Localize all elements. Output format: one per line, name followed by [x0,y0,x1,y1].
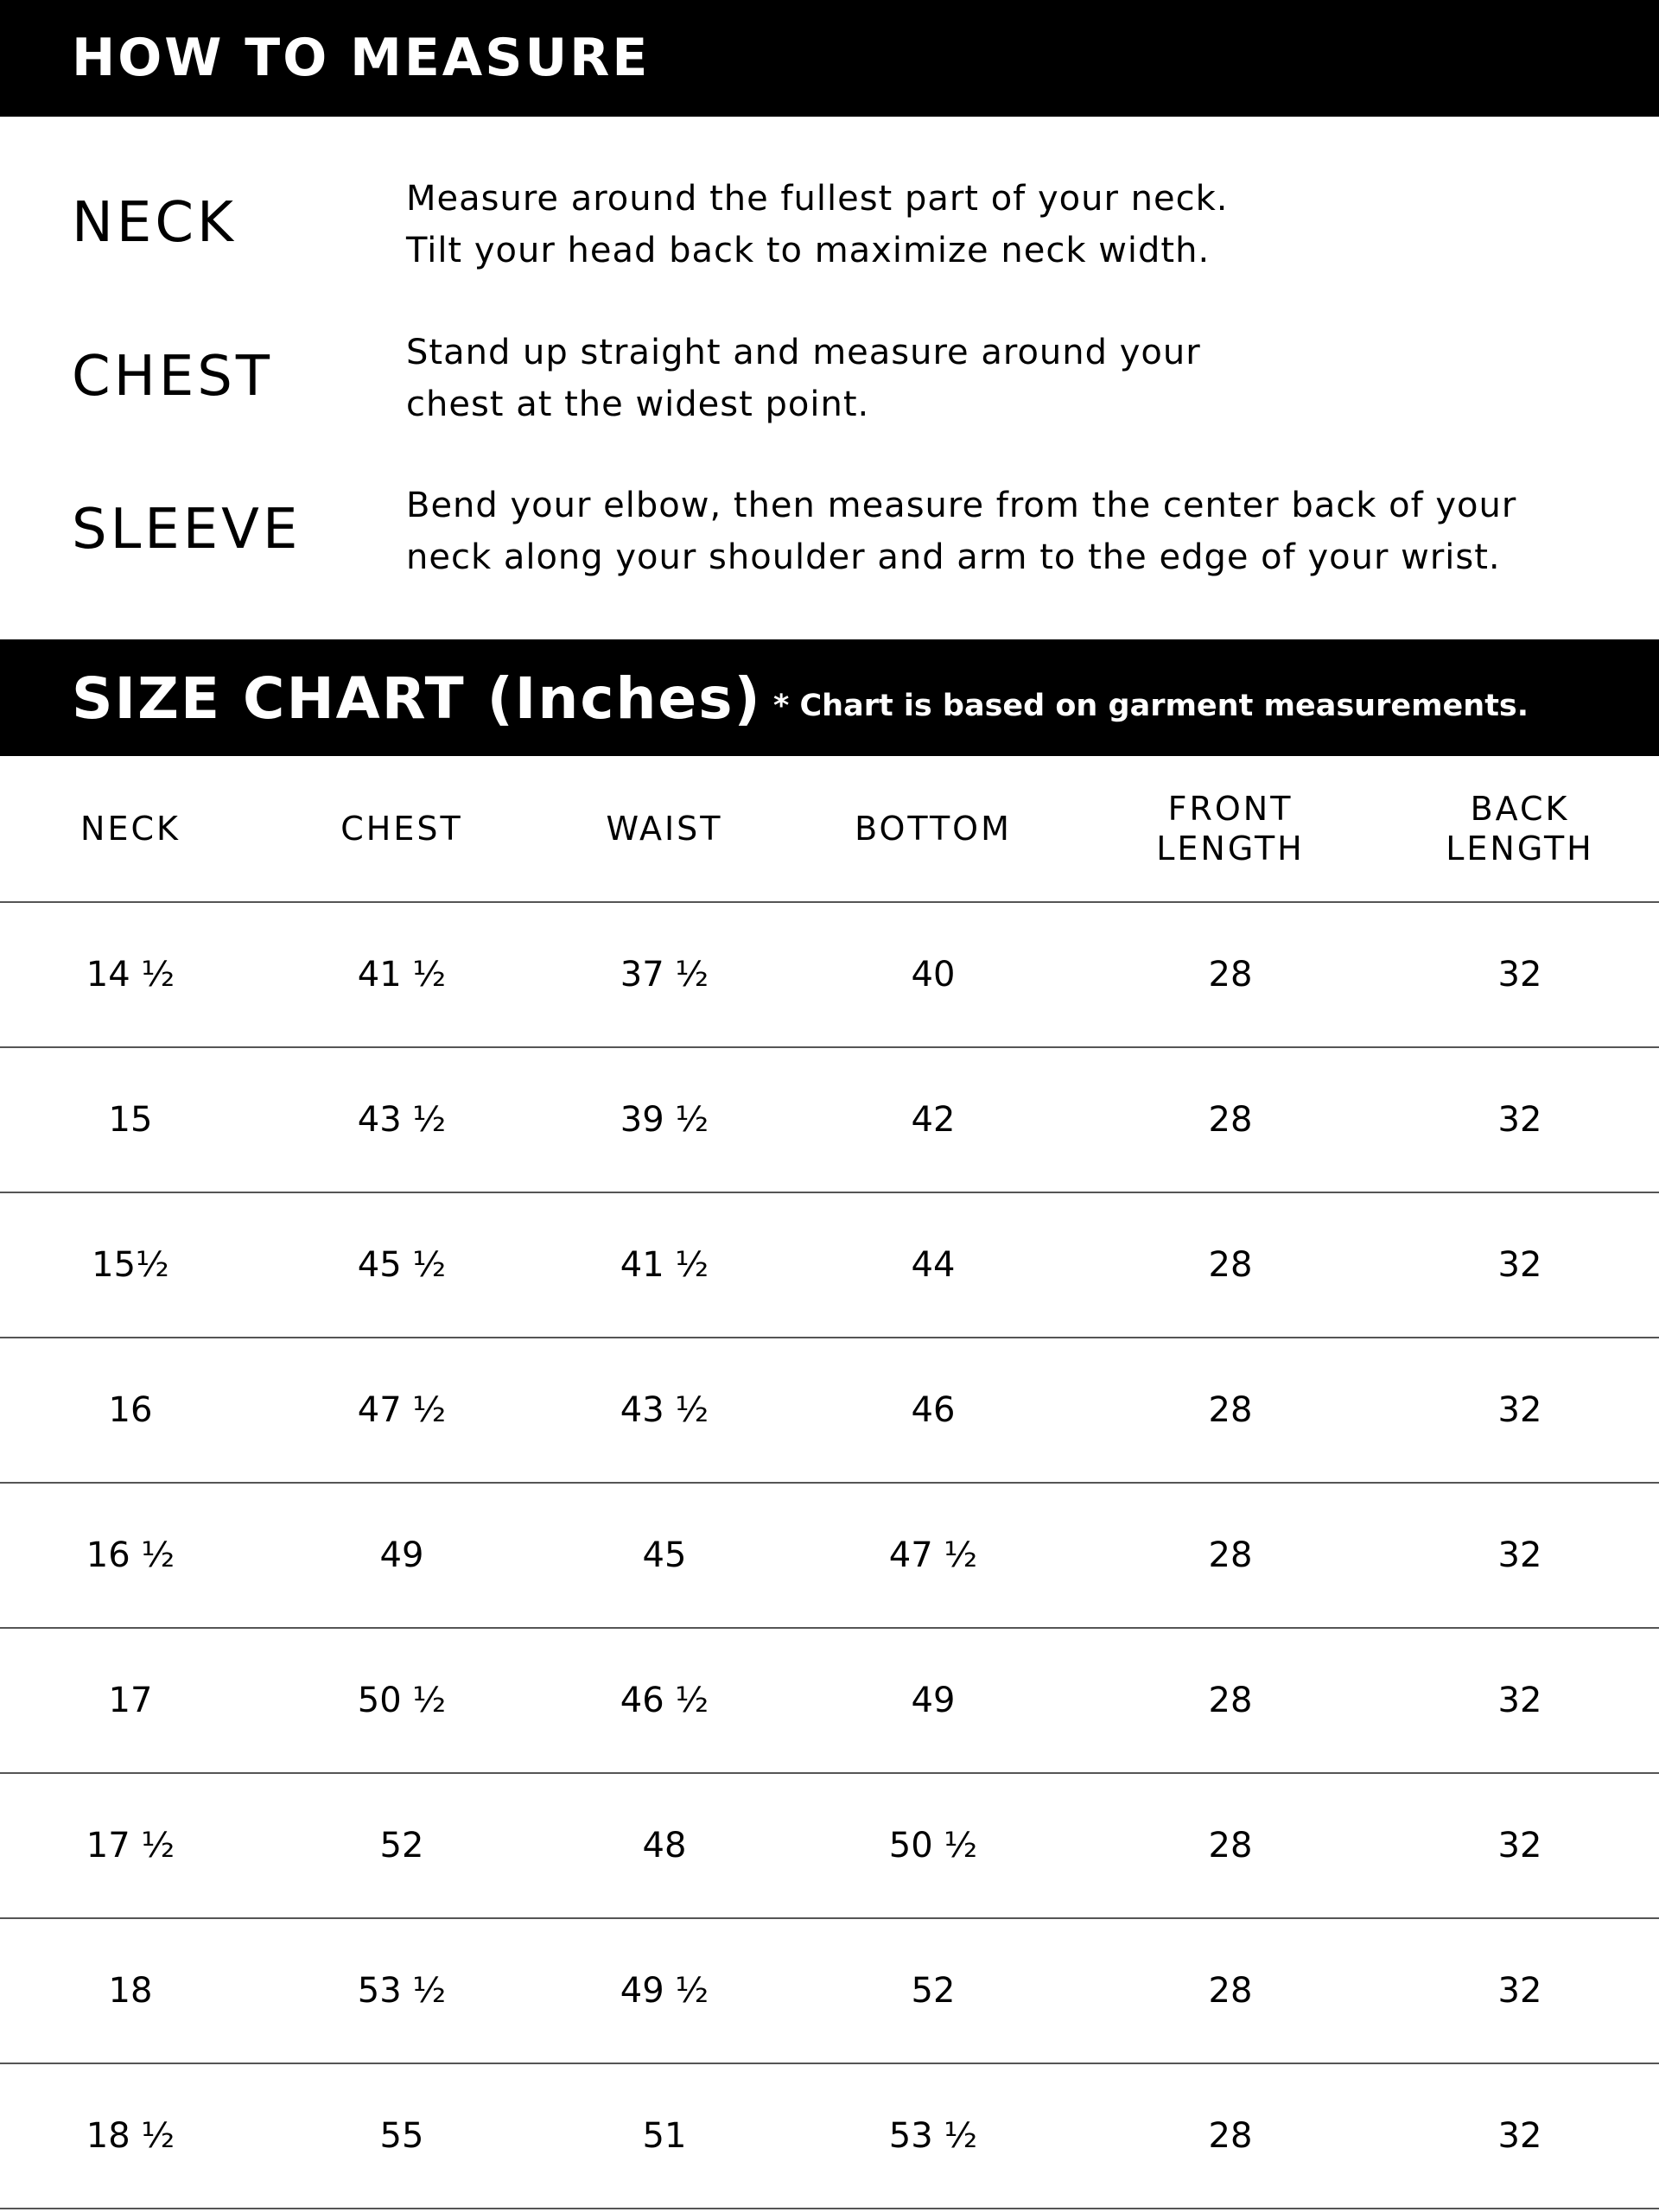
column-header-line: BACK [1470,790,1570,828]
measure-line: neck along your shoulder and arm to the edge of your wrist. [406,537,1501,577]
measure-instructions-neck [406,173,1228,276]
column-header-front-length [1080,756,1381,902]
cell-front-length: 28 [1080,1628,1381,1773]
table-row [0,2063,1659,2209]
cell-back-length: 32 [1381,1918,1659,2063]
cell-front-length: 28 [1080,2063,1381,2209]
cell-chest: 41 ½ [261,902,543,1047]
measure-line: Bend your elbow, then measure from the center back of your [406,486,1517,525]
cell-waist: 46 ½ [543,1628,786,1773]
column-header-line: FRONT [1167,790,1294,828]
column-header-line: LENGTH [1156,830,1305,868]
cell-bottom: 53 ½ [786,2063,1080,2209]
table-row [0,902,1659,1047]
cell-back-length: 32 [1381,1483,1659,1628]
cell-front-length: 28 [1080,1918,1381,2063]
table-row [0,1628,1659,1773]
cell-neck: 15 [0,1047,261,1192]
cell-bottom: 40 [786,902,1080,1047]
column-header-bottom [786,756,1080,902]
cell-back-length: 32 [1381,1047,1659,1192]
cell-bottom: 49 [786,1628,1080,1773]
cell-neck: 16 [0,1338,261,1483]
table-row [0,1773,1659,1918]
cell-waist: 51 [543,2063,786,2209]
size-chart-body [0,902,1659,2209]
table-row [0,1918,1659,2063]
column-header-line: NECK [80,810,181,848]
cell-bottom: 46 [786,1338,1080,1483]
cell-back-length: 32 [1381,902,1659,1047]
cell-back-length: 32 [1381,2063,1659,2209]
cell-chest: 45 ½ [261,1192,543,1338]
measure-instructions-chest [406,327,1201,430]
cell-bottom: 52 [786,1918,1080,2063]
column-header-line: LENGTH [1446,830,1594,868]
column-header-line: CHEST [340,810,463,848]
measure-line: chest at the widest point. [406,385,870,424]
column-header-line: WAIST [606,810,723,848]
table-row [0,1483,1659,1628]
cell-waist: 45 [543,1483,786,1628]
measure-label-sleeve: SLEEVE [72,498,302,562]
measure-line: Stand up straight and measure around your [406,333,1201,372]
cell-neck: 17 [0,1628,261,1773]
cell-back-length: 32 [1381,1338,1659,1483]
cell-back-length: 32 [1381,1773,1659,1918]
measure-label-neck: NECK [72,191,237,255]
cell-chest: 49 [261,1483,543,1628]
cell-waist: 48 [543,1773,786,1918]
cell-waist: 39 ½ [543,1047,786,1192]
measure-item-neck [0,173,1659,285]
size-chart-table [0,756,1659,2209]
cell-waist: 37 ½ [543,902,786,1047]
cell-neck: 14 ½ [0,902,261,1047]
cell-front-length: 28 [1080,1773,1381,1918]
cell-back-length: 32 [1381,1628,1659,1773]
how-to-measure-header [0,0,1659,117]
cell-chest: 47 ½ [261,1338,543,1483]
cell-back-length: 32 [1381,1192,1659,1338]
table-row [0,1192,1659,1338]
table-row [0,1047,1659,1192]
cell-chest: 55 [261,2063,543,2209]
size-chart-note: * Chart is based on garment measurements. [773,689,1529,723]
cell-neck: 18 [0,1918,261,2063]
cell-waist: 49 ½ [543,1918,786,2063]
cell-neck: 15½ [0,1192,261,1338]
measure-item-sleeve [0,480,1659,592]
table-header-row [0,756,1659,902]
cell-waist: 41 ½ [543,1192,786,1338]
cell-chest: 53 ½ [261,1918,543,2063]
cell-front-length: 28 [1080,1192,1381,1338]
measure-line: Tilt your head back to maximize neck width. [406,231,1211,270]
measure-item-chest [0,327,1659,439]
cell-chest: 50 ½ [261,1628,543,1773]
measure-label-chest: CHEST [72,345,273,409]
cell-front-length: 28 [1080,902,1381,1047]
cell-bottom: 47 ½ [786,1483,1080,1628]
cell-front-length: 28 [1080,1338,1381,1483]
cell-bottom: 50 ½ [786,1773,1080,1918]
column-header-chest [261,756,543,902]
how-to-measure-title: HOW TO MEASURE [72,28,651,88]
cell-neck: 18 ½ [0,2063,261,2209]
column-header-line: BOTTOM [855,810,1012,848]
cell-waist: 43 ½ [543,1338,786,1483]
size-chart-title: SIZE CHART (Inches) [72,665,762,732]
column-header-back-length [1381,756,1659,902]
cell-chest: 52 [261,1773,543,1918]
cell-neck: 16 ½ [0,1483,261,1628]
cell-bottom: 42 [786,1047,1080,1192]
table-row [0,1338,1659,1483]
column-header-waist [543,756,786,902]
cell-front-length: 28 [1080,1047,1381,1192]
cell-bottom: 44 [786,1192,1080,1338]
cell-neck: 17 ½ [0,1773,261,1918]
column-header-neck [0,756,261,902]
cell-front-length: 28 [1080,1483,1381,1628]
cell-chest: 43 ½ [261,1047,543,1192]
measure-instructions-sleeve [406,480,1516,583]
measure-line: Measure around the fullest part of your neck. [406,179,1229,219]
